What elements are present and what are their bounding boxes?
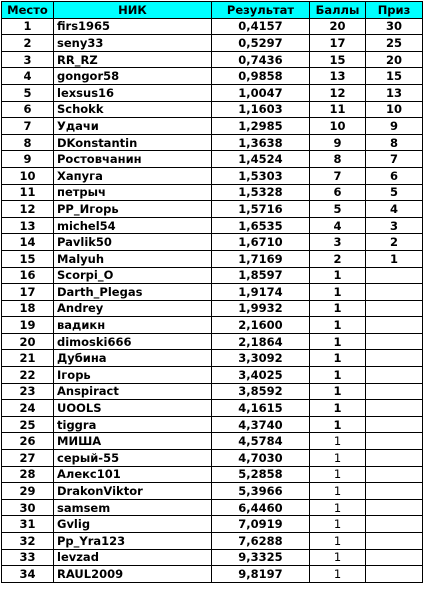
cell-points: 1 bbox=[310, 267, 366, 284]
cell-result: 4,5784 bbox=[212, 433, 310, 450]
cell-result: 1,3638 bbox=[212, 134, 310, 151]
table-row bbox=[2, 118, 423, 135]
table-row bbox=[2, 533, 423, 550]
cell-place: 11 bbox=[2, 184, 54, 201]
cell-place: 13 bbox=[2, 217, 54, 234]
cell-prize bbox=[366, 549, 423, 566]
cell-nick: DKonstantin bbox=[54, 134, 212, 151]
table-row bbox=[2, 68, 423, 85]
cell-nick: PP_Игорь bbox=[54, 201, 212, 218]
table-row bbox=[2, 184, 423, 201]
header-row bbox=[2, 2, 423, 19]
cell-place: 18 bbox=[2, 300, 54, 317]
cell-place: 5 bbox=[2, 84, 54, 101]
header-prize: Приз bbox=[366, 2, 423, 19]
cell-nick: RAUL2009 bbox=[54, 566, 212, 583]
cell-prize: 7 bbox=[366, 151, 423, 168]
table-row bbox=[2, 466, 423, 483]
cell-prize bbox=[366, 516, 423, 533]
cell-result: 2,1864 bbox=[212, 333, 310, 350]
cell-points: 1 bbox=[310, 450, 366, 467]
cell-result: 1,2985 bbox=[212, 118, 310, 135]
cell-place: 12 bbox=[2, 201, 54, 218]
table-row bbox=[2, 267, 423, 284]
cell-points: 11 bbox=[310, 101, 366, 118]
table-row bbox=[2, 499, 423, 516]
cell-place: 21 bbox=[2, 350, 54, 367]
cell-prize bbox=[366, 483, 423, 500]
cell-result: 1,6710 bbox=[212, 234, 310, 251]
cell-place: 32 bbox=[2, 533, 54, 550]
cell-points: 10 bbox=[310, 118, 366, 135]
cell-result: 1,9932 bbox=[212, 300, 310, 317]
table-row bbox=[2, 84, 423, 101]
cell-points: 1 bbox=[310, 284, 366, 301]
cell-nick: gongor58 bbox=[54, 68, 212, 85]
cell-result: 7,6288 bbox=[212, 533, 310, 550]
table-row bbox=[2, 333, 423, 350]
table-row bbox=[2, 151, 423, 168]
cell-place: 22 bbox=[2, 367, 54, 384]
table-row bbox=[2, 566, 423, 583]
cell-prize bbox=[366, 566, 423, 583]
cell-nick: Ростовчанин bbox=[54, 151, 212, 168]
cell-prize bbox=[366, 383, 423, 400]
results-table bbox=[1, 1, 423, 583]
cell-nick: Дубина bbox=[54, 350, 212, 367]
table-row bbox=[2, 51, 423, 68]
cell-nick: Алекс101 bbox=[54, 466, 212, 483]
cell-points: 1 bbox=[310, 383, 366, 400]
cell-result: 9,3325 bbox=[212, 549, 310, 566]
cell-prize: 15 bbox=[366, 68, 423, 85]
cell-points: 1 bbox=[310, 549, 366, 566]
cell-prize bbox=[366, 367, 423, 384]
cell-nick: firs1965 bbox=[54, 18, 212, 35]
cell-prize bbox=[366, 333, 423, 350]
cell-points: 1 bbox=[310, 350, 366, 367]
cell-result: 1,5716 bbox=[212, 201, 310, 218]
cell-place: 25 bbox=[2, 416, 54, 433]
table-row bbox=[2, 367, 423, 384]
table-row bbox=[2, 400, 423, 417]
cell-place: 34 bbox=[2, 566, 54, 583]
cell-place: 2 bbox=[2, 35, 54, 52]
cell-points: 6 bbox=[310, 184, 366, 201]
cell-prize bbox=[366, 267, 423, 284]
cell-prize bbox=[366, 499, 423, 516]
cell-result: 1,8597 bbox=[212, 267, 310, 284]
cell-nick: вадикн bbox=[54, 317, 212, 334]
cell-prize: 30 bbox=[366, 18, 423, 35]
cell-points: 1 bbox=[310, 400, 366, 417]
cell-nick: Darth_Plegas bbox=[54, 284, 212, 301]
cell-nick: seny33 bbox=[54, 35, 212, 52]
cell-place: 28 bbox=[2, 466, 54, 483]
cell-result: 4,3740 bbox=[212, 416, 310, 433]
cell-prize: 13 bbox=[366, 84, 423, 101]
cell-result: 9,8197 bbox=[212, 566, 310, 583]
cell-prize bbox=[366, 317, 423, 334]
cell-points: 8 bbox=[310, 151, 366, 168]
results-body bbox=[2, 18, 423, 582]
cell-prize: 1 bbox=[366, 250, 423, 267]
cell-result: 1,5303 bbox=[212, 167, 310, 184]
cell-prize bbox=[366, 433, 423, 450]
cell-points: 1 bbox=[310, 483, 366, 500]
table-row bbox=[2, 416, 423, 433]
table-row bbox=[2, 167, 423, 184]
cell-result: 4,7030 bbox=[212, 450, 310, 467]
cell-points: 4 bbox=[310, 217, 366, 234]
cell-prize bbox=[366, 466, 423, 483]
cell-nick: Andrey bbox=[54, 300, 212, 317]
cell-nick: DrakonViktor bbox=[54, 483, 212, 500]
cell-nick: Pavlik50 bbox=[54, 234, 212, 251]
cell-place: 20 bbox=[2, 333, 54, 350]
cell-points: 1 bbox=[310, 466, 366, 483]
cell-result: 1,1603 bbox=[212, 101, 310, 118]
cell-result: 3,8592 bbox=[212, 383, 310, 400]
cell-prize: 5 bbox=[366, 184, 423, 201]
cell-nick: michel54 bbox=[54, 217, 212, 234]
cell-place: 6 bbox=[2, 101, 54, 118]
header-points: Баллы bbox=[310, 2, 366, 19]
cell-result: 5,3966 bbox=[212, 483, 310, 500]
cell-nick: петрыч bbox=[54, 184, 212, 201]
cell-points: 1 bbox=[310, 499, 366, 516]
cell-points: 1 bbox=[310, 433, 366, 450]
cell-prize: 4 bbox=[366, 201, 423, 218]
cell-result: 4,1615 bbox=[212, 400, 310, 417]
cell-nick: samsem bbox=[54, 499, 212, 516]
cell-place: 19 bbox=[2, 317, 54, 334]
cell-nick: UOOLS bbox=[54, 400, 212, 417]
cell-points: 9 bbox=[310, 134, 366, 151]
cell-prize: 8 bbox=[366, 134, 423, 151]
cell-nick: lexsus16 bbox=[54, 84, 212, 101]
cell-place: 4 bbox=[2, 68, 54, 85]
cell-result: 1,9174 bbox=[212, 284, 310, 301]
cell-place: 31 bbox=[2, 516, 54, 533]
table-row bbox=[2, 300, 423, 317]
cell-place: 3 bbox=[2, 51, 54, 68]
cell-points: 13 bbox=[310, 68, 366, 85]
cell-prize bbox=[366, 450, 423, 467]
cell-result: 0,4157 bbox=[212, 18, 310, 35]
table-row bbox=[2, 483, 423, 500]
cell-points: 1 bbox=[310, 516, 366, 533]
cell-place: 33 bbox=[2, 549, 54, 566]
cell-prize bbox=[366, 533, 423, 550]
cell-nick: tiggra bbox=[54, 416, 212, 433]
cell-result: 3,3092 bbox=[212, 350, 310, 367]
table-row bbox=[2, 217, 423, 234]
cell-place: 7 bbox=[2, 118, 54, 135]
cell-result: 2,1600 bbox=[212, 317, 310, 334]
cell-prize: 6 bbox=[366, 167, 423, 184]
table-row bbox=[2, 250, 423, 267]
cell-prize bbox=[366, 416, 423, 433]
header-nick: НИК bbox=[54, 2, 212, 19]
cell-nick: Хапуга bbox=[54, 167, 212, 184]
cell-prize: 9 bbox=[366, 118, 423, 135]
cell-result: 5,2858 bbox=[212, 466, 310, 483]
cell-place: 24 bbox=[2, 400, 54, 417]
cell-place: 16 bbox=[2, 267, 54, 284]
cell-nick: Schokk bbox=[54, 101, 212, 118]
cell-nick: Gvlig bbox=[54, 516, 212, 533]
cell-nick: МИША bbox=[54, 433, 212, 450]
cell-place: 17 bbox=[2, 284, 54, 301]
cell-prize: 20 bbox=[366, 51, 423, 68]
table-row bbox=[2, 101, 423, 118]
cell-points: 1 bbox=[310, 317, 366, 334]
cell-points: 1 bbox=[310, 367, 366, 384]
cell-prize: 3 bbox=[366, 217, 423, 234]
table-row bbox=[2, 134, 423, 151]
cell-place: 10 bbox=[2, 167, 54, 184]
header-place: Место bbox=[2, 2, 54, 19]
cell-place: 27 bbox=[2, 450, 54, 467]
table-row bbox=[2, 18, 423, 35]
cell-result: 0,9858 bbox=[212, 68, 310, 85]
cell-nick: серый-55 bbox=[54, 450, 212, 467]
table-row bbox=[2, 433, 423, 450]
table-row bbox=[2, 201, 423, 218]
cell-place: 29 bbox=[2, 483, 54, 500]
cell-prize: 25 bbox=[366, 35, 423, 52]
cell-result: 1,4524 bbox=[212, 151, 310, 168]
cell-points: 1 bbox=[310, 333, 366, 350]
table-row bbox=[2, 284, 423, 301]
header-result: Результат bbox=[212, 2, 310, 19]
cell-place: 1 bbox=[2, 18, 54, 35]
cell-prize bbox=[366, 284, 423, 301]
cell-result: 0,5297 bbox=[212, 35, 310, 52]
cell-place: 23 bbox=[2, 383, 54, 400]
cell-place: 30 bbox=[2, 499, 54, 516]
table-row bbox=[2, 350, 423, 367]
table-row bbox=[2, 383, 423, 400]
cell-nick: Iгорь bbox=[54, 367, 212, 384]
cell-points: 17 bbox=[310, 35, 366, 52]
cell-place: 15 bbox=[2, 250, 54, 267]
cell-points: 1 bbox=[310, 566, 366, 583]
table-row bbox=[2, 450, 423, 467]
cell-nick: Scorpi_O bbox=[54, 267, 212, 284]
cell-prize: 2 bbox=[366, 234, 423, 251]
cell-result: 7,0919 bbox=[212, 516, 310, 533]
cell-place: 9 bbox=[2, 151, 54, 168]
cell-result: 3,4025 bbox=[212, 367, 310, 384]
cell-points: 3 bbox=[310, 234, 366, 251]
cell-result: 1,7169 bbox=[212, 250, 310, 267]
cell-place: 8 bbox=[2, 134, 54, 151]
table-row bbox=[2, 516, 423, 533]
cell-nick: RR_RZ bbox=[54, 51, 212, 68]
cell-nick: levzad bbox=[54, 549, 212, 566]
cell-nick: Malyuh bbox=[54, 250, 212, 267]
cell-place: 26 bbox=[2, 433, 54, 450]
cell-points: 15 bbox=[310, 51, 366, 68]
table-row bbox=[2, 317, 423, 334]
cell-nick: Anspiract bbox=[54, 383, 212, 400]
cell-nick: Удачи bbox=[54, 118, 212, 135]
cell-points: 1 bbox=[310, 300, 366, 317]
cell-place: 14 bbox=[2, 234, 54, 251]
table-row bbox=[2, 234, 423, 251]
cell-nick: dimoski666 bbox=[54, 333, 212, 350]
cell-points: 1 bbox=[310, 533, 366, 550]
cell-points: 1 bbox=[310, 416, 366, 433]
cell-points: 5 bbox=[310, 201, 366, 218]
cell-nick: Pp_Yra123 bbox=[54, 533, 212, 550]
table-row bbox=[2, 549, 423, 566]
cell-prize bbox=[366, 400, 423, 417]
cell-prize: 10 bbox=[366, 101, 423, 118]
cell-prize bbox=[366, 350, 423, 367]
cell-prize bbox=[366, 300, 423, 317]
cell-points: 7 bbox=[310, 167, 366, 184]
cell-points: 2 bbox=[310, 250, 366, 267]
cell-result: 1,0047 bbox=[212, 84, 310, 101]
table-row bbox=[2, 35, 423, 52]
cell-result: 1,5328 bbox=[212, 184, 310, 201]
cell-result: 6,4460 bbox=[212, 499, 310, 516]
cell-points: 20 bbox=[310, 18, 366, 35]
cell-points: 12 bbox=[310, 84, 366, 101]
cell-result: 0,7436 bbox=[212, 51, 310, 68]
cell-result: 1,6535 bbox=[212, 217, 310, 234]
